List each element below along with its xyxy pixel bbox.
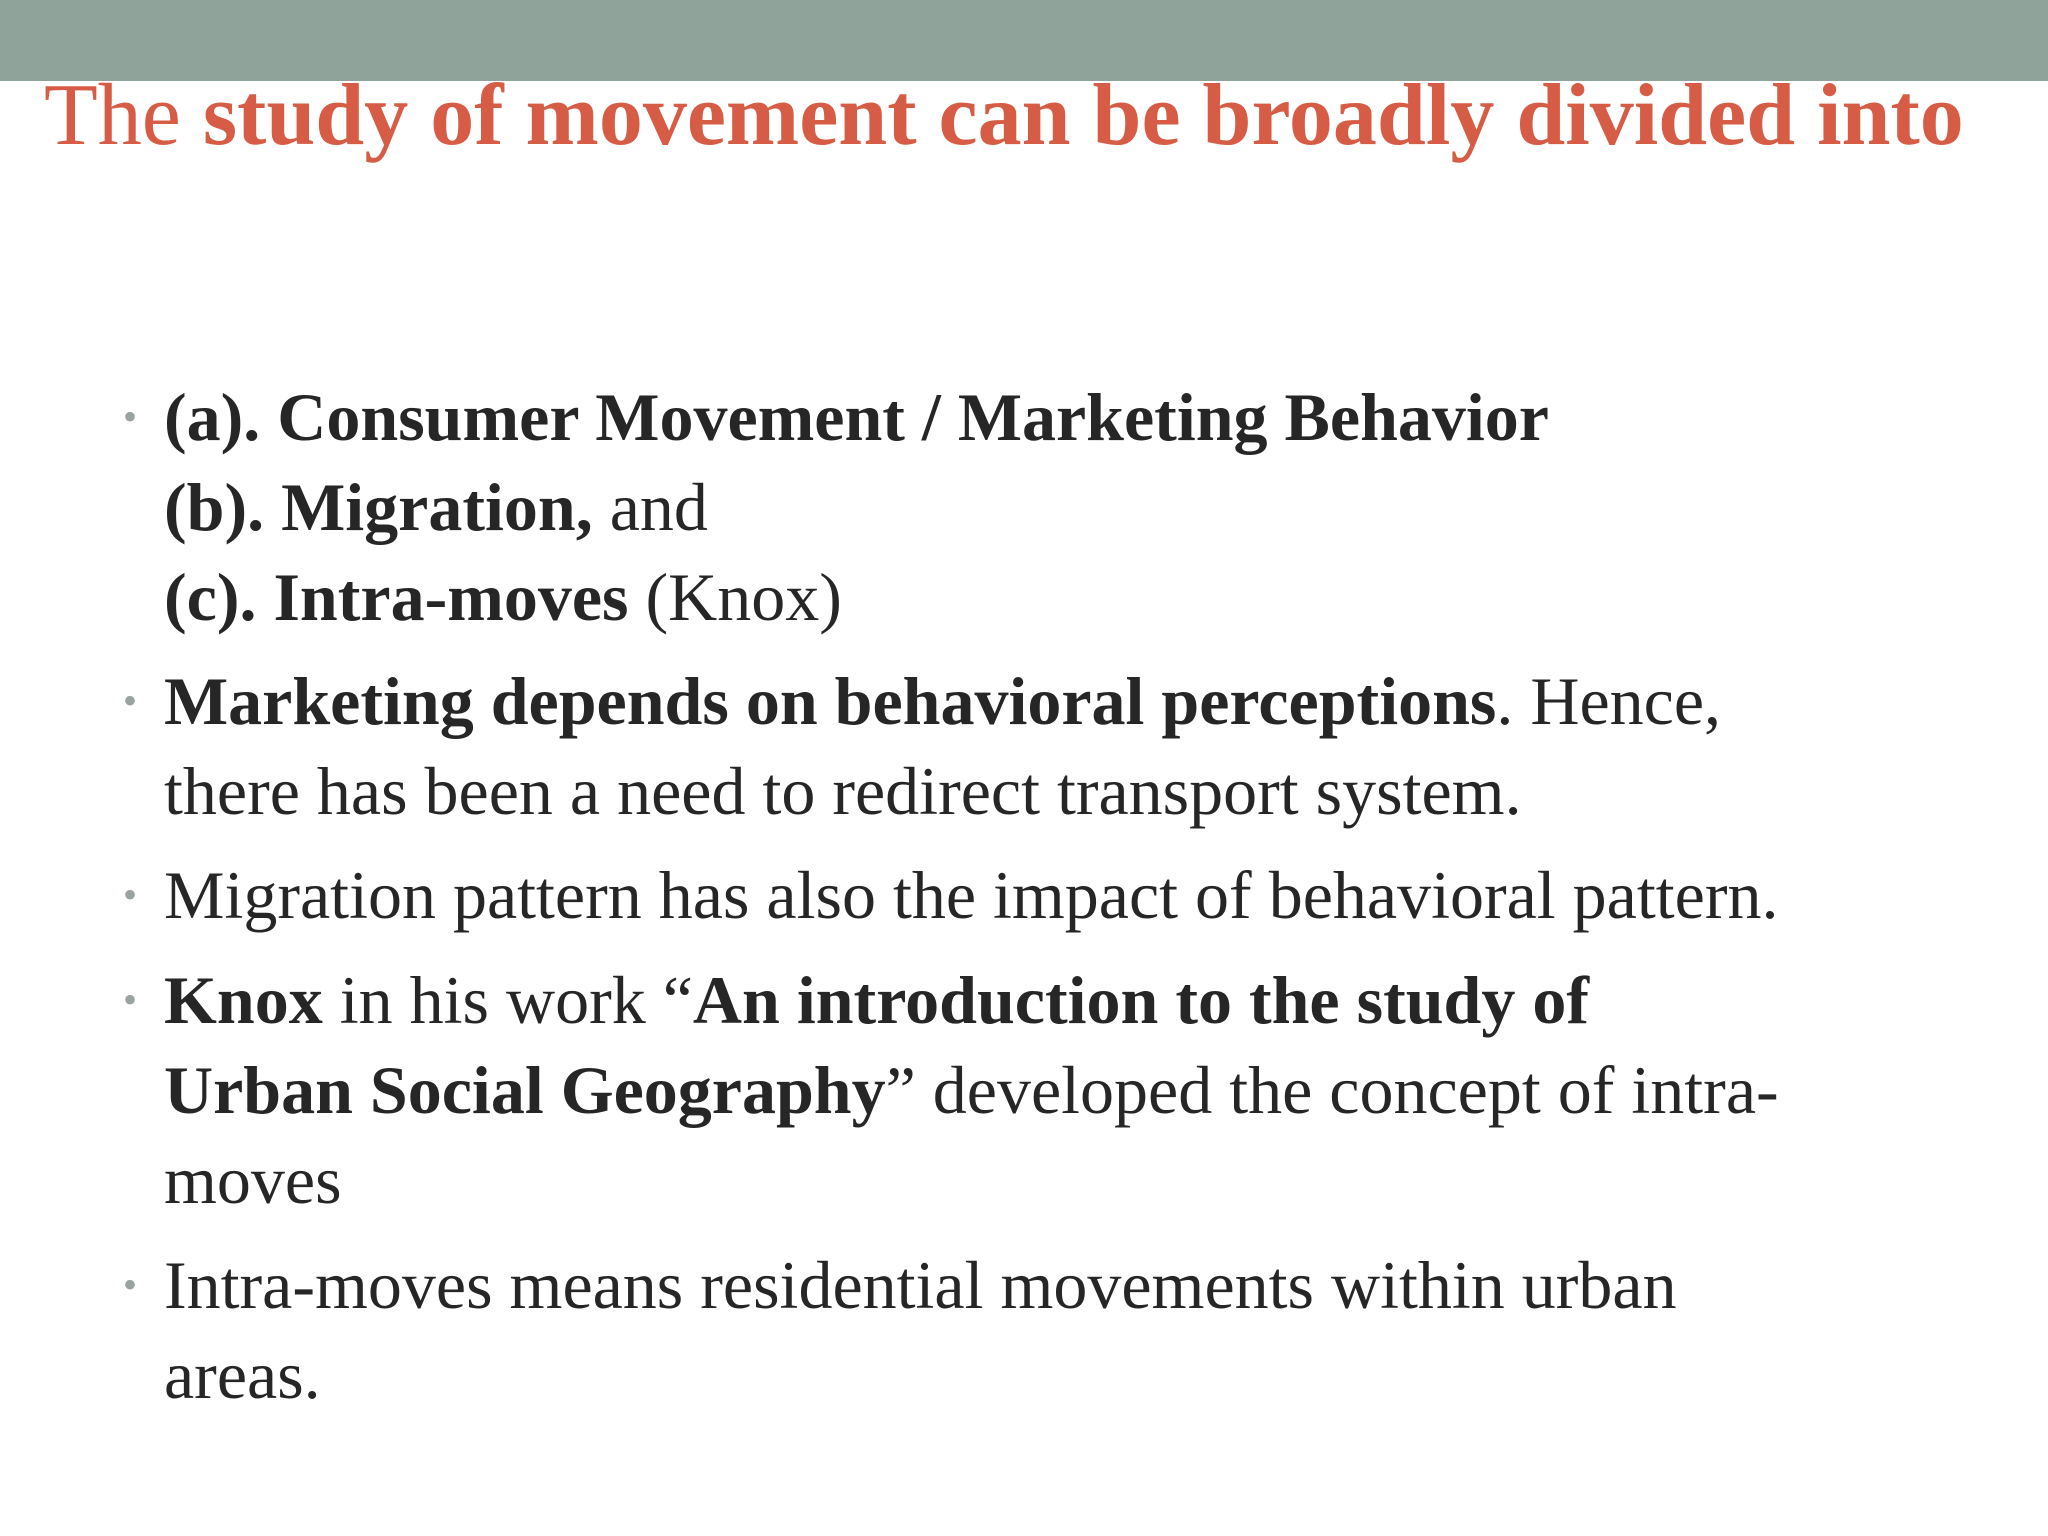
bullet-migration xyxy=(123,850,1994,940)
bullet-dot-icon: • xyxy=(123,1262,138,1307)
slide-title-lead: The xyxy=(44,67,203,164)
bullet-knox-text-1: in his work “ xyxy=(322,962,693,1038)
movement-type-b xyxy=(164,462,1994,552)
movement-type-c-label: (c). Intra-moves xyxy=(164,559,629,635)
bullet-dot-icon: • xyxy=(123,394,138,439)
bullet-knox-line-2 xyxy=(164,1045,1994,1135)
movement-type-b-label: (b). Migration, xyxy=(164,469,593,545)
movement-type-a xyxy=(164,372,1994,462)
slide-title-bold: study of movement can be broadly divided into xyxy=(202,67,1964,164)
bullet-migration-text: Migration pattern has also the impact of behavioral pattern. xyxy=(164,857,1779,933)
bullet-marketing-bold: Marketing depends on behavioral perceptions xyxy=(164,663,1497,739)
bullet-dot-icon: • xyxy=(123,678,138,723)
bullet-knox-work-title-2: Urban Social Geography xyxy=(164,1052,886,1128)
bullet-intra-moves-line-1: Intra-moves means residential movements within urban xyxy=(164,1247,1677,1323)
bullet-knox-text-2: ” developed the concept of intra- xyxy=(885,1052,1779,1128)
movement-type-c-rest: (Knox) xyxy=(628,559,842,635)
bullet-knox-work-title-1: An introduction to the study of xyxy=(692,962,1589,1038)
movement-type-a-label: (a). Consumer Movement / Marketing Behavior xyxy=(164,379,1549,455)
bullet-marketing-line-1 xyxy=(164,656,1994,746)
bullet-knox-line-3: moves xyxy=(164,1142,342,1218)
bullet-movement-types xyxy=(123,372,1994,642)
bullet-marketing-rest: . Hence, xyxy=(1496,663,1722,739)
bullet-marketing-line-2: there has been a need to redirect transport system. xyxy=(164,753,1522,829)
bullet-dot-icon: • xyxy=(123,977,138,1022)
bullet-knox-author: Knox xyxy=(164,962,323,1038)
bullet-knox-line-1 xyxy=(164,955,1994,1045)
movement-type-c xyxy=(164,552,1994,642)
bullet-marketing xyxy=(123,656,1994,836)
bullet-intra-moves-line-2: areas. xyxy=(164,1337,321,1413)
bullet-intra-moves xyxy=(123,1240,1994,1420)
bullet-knox xyxy=(123,955,1994,1225)
movement-type-b-rest: and xyxy=(592,469,708,545)
bullet-dot-icon: • xyxy=(123,872,138,917)
